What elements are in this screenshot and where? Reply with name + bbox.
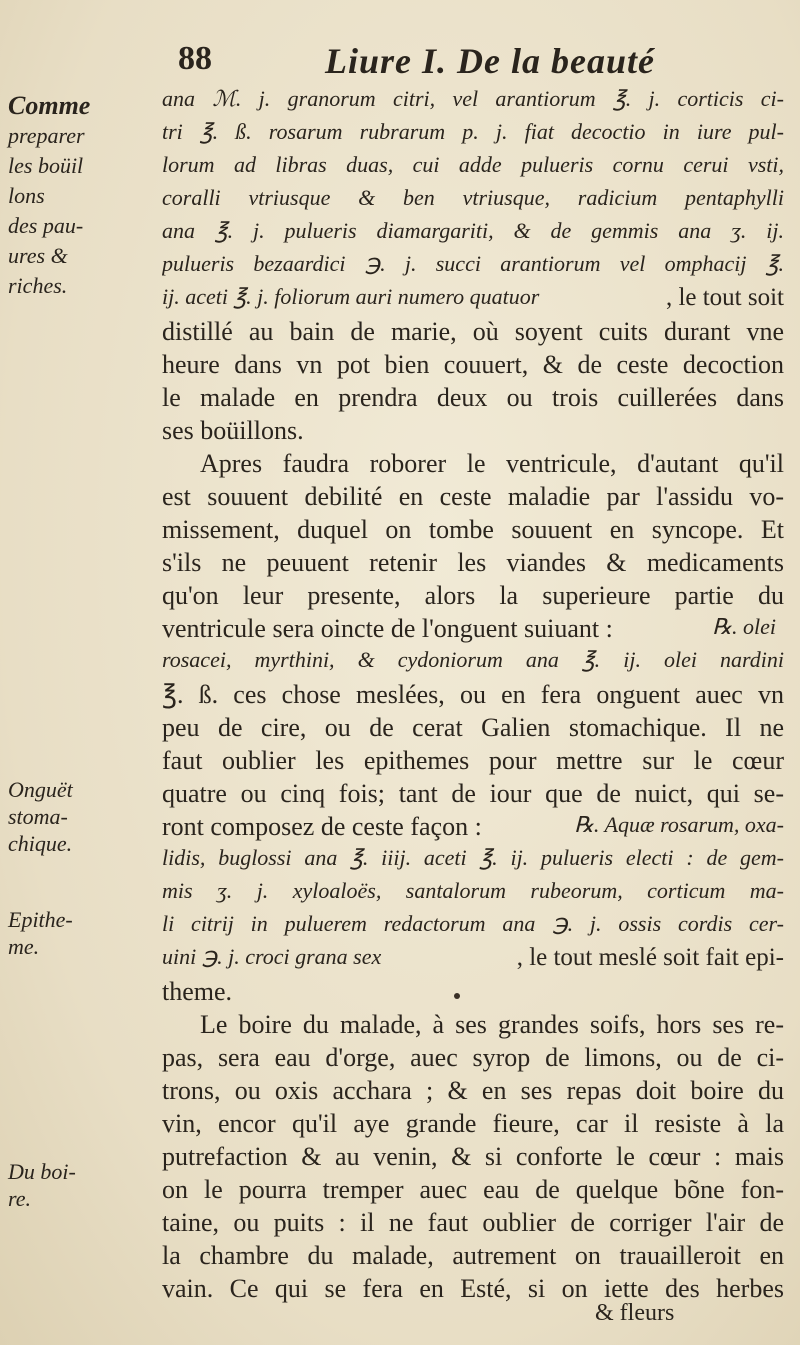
text-line: theme. bbox=[162, 977, 233, 1006]
ink-dot bbox=[454, 993, 460, 999]
margin-note-onguent: Onguët stoma- chique. bbox=[8, 777, 73, 856]
text-line: ana ℥. j. pulueris diamargariti, & de gemmis ana ʒ. ij. bbox=[162, 218, 784, 243]
text-line: coralli vtriusque & ben vtriusque, radicium pentaphylli bbox=[162, 185, 784, 210]
text-line: uini ℈. j. croci grana sex , le tout meslé soit fait epi- bbox=[162, 944, 784, 971]
running-title: Liure I. De la beauté bbox=[325, 41, 655, 81]
text-line: quatre ou cinq fois; tant de iour que de nuict, qui se- bbox=[162, 779, 784, 808]
text-line: distillé au bain de marie, où soyent cuits durant vne bbox=[162, 317, 784, 346]
text-line: vin, encor qu'il aye grande fieure, car il resiste à la bbox=[162, 1109, 784, 1138]
margin-note-epitheme: Epithe- me. bbox=[8, 907, 73, 959]
text-line: s'ils ne peuuent retenir les viandes & medicaments bbox=[162, 548, 784, 577]
catchword: & fleurs bbox=[595, 1300, 675, 1326]
inline-roman: , le tout meslé soit fait epi- bbox=[516, 944, 784, 971]
text-line: rosacei, myrthini, & cydoniorum ana ℥. ij. olei nardini bbox=[162, 647, 784, 672]
text-line: Apres faudra roborer le ventricule, d'autant qu'il bbox=[200, 449, 784, 478]
text-line: est souuent debilité en ceste maladie par l'assidu vo- bbox=[162, 482, 784, 511]
text-line: le malade en prendra deux ou trois cuillerées dans bbox=[162, 383, 784, 412]
text-line: putrefaction & au venin, & si conforte le cœur : mais bbox=[162, 1142, 784, 1171]
text-line: peu de cire, ou de cerat Galien stomachique. Il ne bbox=[162, 713, 784, 742]
text-line: ventricule sera oincte de l'onguent suiuant : ℞. olei bbox=[162, 614, 776, 643]
inline-roman: , le tout soit bbox=[665, 284, 784, 311]
page-number: 88 bbox=[178, 40, 212, 77]
text-line: ij. aceti ℥. j. foliorum auri numero quatuor , le tout soit bbox=[162, 284, 784, 311]
text-line: on le pourra tremper auec eau de quelque bõne fon- bbox=[162, 1175, 784, 1204]
text-line: la chambre du malade, autrement on trauailleroit en bbox=[162, 1241, 784, 1270]
text-line: ana ℳ. j. granorum citri, vel arantiorum ℥. j. corticis ci- bbox=[162, 86, 784, 111]
text-line: ront composez de ceste façon : ℞. Aquæ rosarum, oxa- bbox=[162, 812, 784, 841]
text-line: vain. Ce qui se fera en Esté, si on iette des herbes bbox=[162, 1274, 784, 1303]
margin-note-comme-preparer: Comme preparer les boüil lons des pau- ures & riches. bbox=[8, 91, 91, 298]
text-line: heure dans vn pot bien couuert, & de ceste decoction bbox=[162, 350, 784, 379]
text-line: li citrij in puluerem redactorum ana ℈. j. ossis cordis cer- bbox=[162, 911, 784, 936]
inline-italic: ℞. olei bbox=[712, 614, 776, 639]
text-line: trons, ou oxis acchara ; & en ses repas doit boire du bbox=[162, 1076, 784, 1105]
text-line: qu'on leur presente, alors la superieure partie du bbox=[162, 581, 784, 610]
text-line: pulueris bezaardici ℈. j. succi arantiorum vel omphacij ℥. bbox=[162, 251, 784, 276]
inline-italic: ℞. Aquæ rosarum, oxa- bbox=[574, 812, 784, 837]
text-line: ses boüillons. bbox=[162, 416, 304, 445]
text-line: ℥. ß. ces chose meslées, ou en fera onguent auec vn bbox=[162, 680, 784, 709]
text-line: faut oublier les epithemes pour mettre sur le cœur bbox=[162, 746, 784, 775]
margin-note-du-boire: Du boi- re. bbox=[8, 1159, 76, 1211]
text-line: taine, ou puits : il ne faut oublier de corriger l'air de bbox=[162, 1208, 784, 1237]
text-line: mis ʒ. j. xyloaloës, santalorum rubeorum, corticum ma- bbox=[162, 878, 784, 903]
text-line: missement, duquel on tombe souuent en syncope. Et bbox=[162, 515, 784, 544]
text-line: Le boire du malade, à ses grandes soifs, hors ses re- bbox=[200, 1010, 784, 1039]
text-line: tri ℥. ß. rosarum rubrarum p. j. fiat decoctio in iure pul- bbox=[162, 119, 784, 144]
page-header bbox=[160, 40, 780, 90]
text-line: lidis, buglossi ana ℥. iiij. aceti ℥. ij. pulueris electi : de gem- bbox=[162, 845, 784, 870]
text-line: pas, sera eau d'orge, auec syrop de limons, ou de ci- bbox=[162, 1043, 784, 1072]
text-line: lorum ad libras duas, cui adde pulueris cornu cerui vsti, bbox=[162, 152, 784, 177]
